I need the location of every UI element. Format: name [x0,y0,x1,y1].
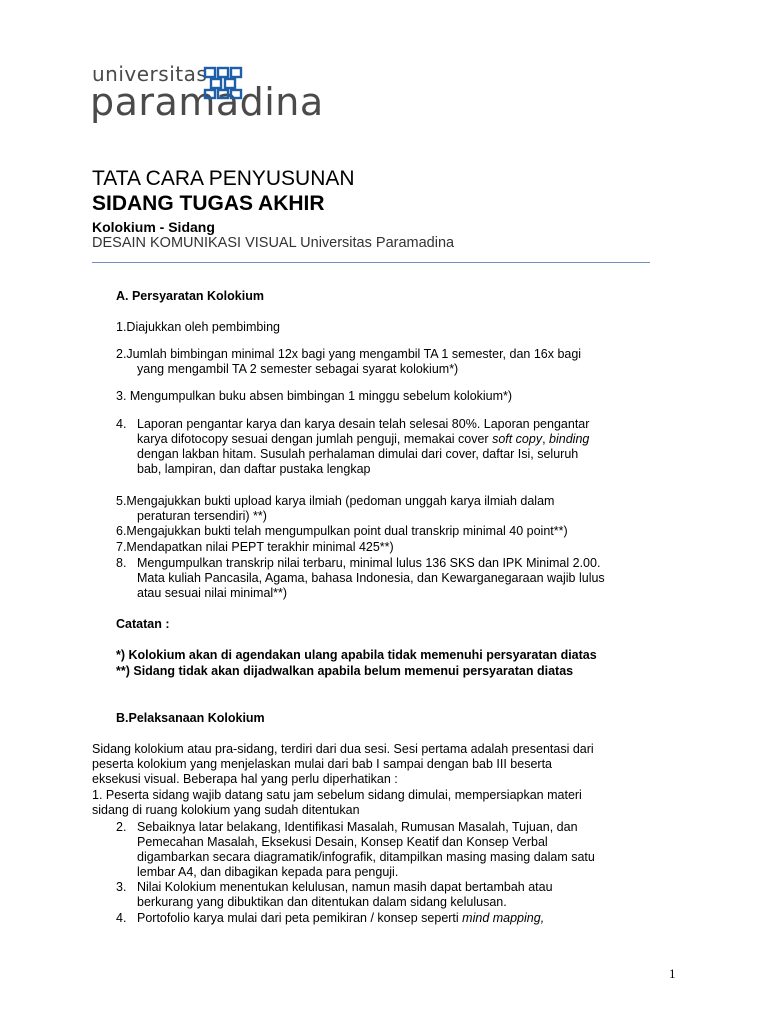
section-b-item-2-number: 2. [116,820,127,834]
section-b-item-2-line4: lembar A4, dan dibagikan kepada para penguji. [137,865,399,879]
section-b-item-1-line1: 1. Peserta sidang wajib datang satu jam sebelum sidang dimulai, mempersiapkan materi [92,788,582,802]
section-a-item-1: 1.Diajukkan oleh pembimbing [116,320,280,334]
section-b-item-1-line2: sidang di ruang kolokium yang sudah ditentukan [92,803,360,817]
section-a-item-2-line2: yang mengambil TA 2 semester sebagai syarat kolokium*) [137,362,459,376]
section-a-item-7: 7.Mendapatkan nilai PEPT terakhir minimal 425**) [116,540,394,554]
section-a-item-5-line1: 5.Mengajukkan bukti upload karya ilmiah (pedoman unggah karya ilmiah dalam [116,494,555,508]
document-title-line2: SIDANG TUGAS AKHIR [92,192,325,215]
section-b-item-3-number: 3. [116,880,127,894]
page-number: 1 [669,966,676,981]
section-b-intro-line3: eksekusi visual. Beberapa hal yang perlu diperhatikan : [92,772,398,786]
section-a-item-5-line2: peraturan tersendiri) **) [137,509,267,523]
section-b-intro-line1: Sidang kolokium atau pra-sidang, terdiri dari dua sesi. Sesi pertama adalah presentasi dari [92,742,594,756]
item-4-separator: , [542,432,550,446]
section-b-item-2-line1: Sebaiknya latar belakang, Identifikasi Masalah, Rumusan Masalah, Tujuan, dan [137,820,578,834]
notes-heading: Catatan : [116,617,170,631]
section-a-item-4-line1: Laporan pengantar karya dan karya desain telah selesai 80%. Laporan pengantar [137,417,590,431]
section-b-intro-line2: peserta kolokium yang menjelaskan mulai dari bab I sampai dengan bab III beserta [92,757,552,771]
item-4-italic-mind-mapping: mind mapping, [462,911,545,925]
document-subtitle: Kolokium - Sidang [92,219,215,235]
section-b-item-3-line1: Nilai Kolokium menentukan kelulusan, namun masih dapat bertambah atau [137,880,553,894]
section-b-item-4-number: 4. [116,911,127,925]
logo-text-universitas: universitas [92,62,208,86]
logo-text-paramadina: paramadina [90,80,324,124]
section-b-item-2-line2: Pemecahan Masalah, Eksekusi Desain, Konsep Keatif dan Konsep Verbal [137,835,548,849]
item-4-italic-binding: binding [549,432,590,446]
section-a-item-3: 3. Mengumpulkan buku absen bimbingan 1 minggu sebelum kolokium*) [116,389,513,403]
section-a-heading: A. Persyaratan Kolokium [116,289,264,303]
section-a-item-6: 6.Mengajukkan bukti telah mengumpulkan point dual transkrip minimal 40 point**) [116,524,568,538]
section-b-item-4-line1 [137,911,544,926]
document-title-line1: TATA CARA PENYUSUNAN [92,167,355,190]
item-4-text: karya difotocopy sesuai dengan jumlah penguji, memakai cover [137,432,493,446]
section-a-item-8-number: 8. [116,556,127,570]
section-b-item-3-line2: berkurang yang dibuktikan dan ditentukan dalam sidang kelulusan. [137,895,507,909]
section-b-heading: B.Pelaksanaan Kolokium [116,711,265,725]
section-a-item-4-line4: bab, lampiran, dan daftar pustaka lengkap [137,462,371,476]
department-name: DESAIN KOMUNIKASI VISUAL Universitas Paramadina [92,235,455,251]
section-a-item-4-number: 4. [116,417,127,431]
note-2: **) Sidang tidak akan dijadwalkan apabila belum memenui persyaratan diatas [116,664,574,678]
item-4-italic-soft-copy: soft copy [492,432,543,446]
section-a-item-8-line2: Mata kuliah Pancasila, Agama, bahasa Indonesia, dan Kewarganegaraan wajib lulus [137,571,605,585]
section-a-item-8-line3: atau sesuai nilai minimal**) [137,586,288,600]
section-a-item-2-line1: 2.Jumlah bimbingan minimal 12x bagi yang mengambil TA 1 semester, dan 16x bagi [116,347,582,361]
header-divider [92,262,650,263]
note-1: *) Kolokium akan di agendakan ulang apabila tidak memenuhi persyaratan diatas [116,648,597,662]
item-4-text: Portofolio karya mulai dari peta pemikiran / konsep seperti [137,911,463,925]
section-b-item-2-line3: digambarkan secara diagramatik/infografik, ditampilkan masing masing dalam satu [137,850,595,864]
section-a-item-4-line2 [137,432,589,447]
university-logo-mark-icon [203,66,243,100]
section-a-item-8-line1: Mengumpulkan transkrip nilai terbaru, minimal lulus 136 SKS dan IPK Minimal 2.00. [137,556,601,570]
section-a-item-4-line3: dengan lakban hitam. Susulah perhalaman dimulai dari cover, daftar Isi, seluruh [137,447,579,461]
